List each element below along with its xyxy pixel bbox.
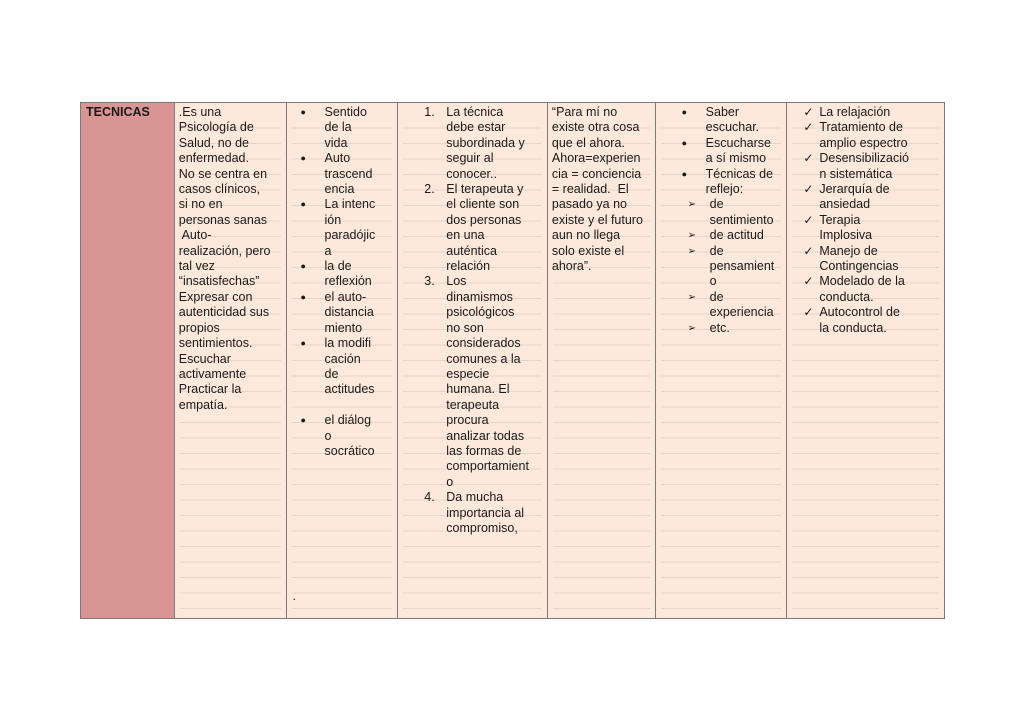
list-item-line: o <box>324 428 332 443</box>
list-item-line: sentimiento <box>709 212 774 227</box>
list-item <box>801 274 940 305</box>
text-line: aun no llega <box>551 228 621 243</box>
text-line: Practicar la <box>178 382 242 397</box>
bullet-icon: ● <box>681 168 688 179</box>
text-line: Expresar con <box>178 289 253 304</box>
list-item-line: analizar todas <box>446 428 525 443</box>
list-item-line: Da mucha <box>446 490 504 505</box>
list-item <box>422 105 543 182</box>
list-item-line: en una <box>446 228 485 243</box>
list-number: 3. <box>424 274 435 289</box>
list-item-line: humana. El <box>446 382 510 397</box>
list-item-line: la de <box>324 259 352 274</box>
text-line: cia = conciencia <box>551 166 642 181</box>
bullet-icon: ● <box>300 107 306 117</box>
list-item-line: Tratamiento de <box>819 120 903 135</box>
list-item <box>291 259 394 290</box>
bullet-icon: ● <box>300 415 306 426</box>
list-number: 2. <box>424 182 435 197</box>
list-item-line: debe estar <box>446 120 506 135</box>
list-item-line: vida <box>324 135 348 150</box>
list-item <box>291 151 394 197</box>
list-item-line: Implosiva <box>819 228 873 243</box>
text-line: enfermedad. <box>178 151 249 166</box>
list-item <box>801 244 940 275</box>
list-item-line: reflexión <box>324 274 372 289</box>
list-item-line: a <box>324 243 332 258</box>
list-item <box>801 305 940 336</box>
text-line: = realidad. El <box>551 182 629 197</box>
checkmark-icon: ✓ <box>803 305 814 320</box>
list-item-line: trascend <box>324 166 373 181</box>
list-item <box>801 105 940 120</box>
list-item-line: considerados <box>446 336 521 351</box>
list-item-line: no son <box>446 320 484 335</box>
checkmark-icon: ✓ <box>803 274 814 289</box>
list-item-line: psicológicos <box>446 305 515 320</box>
text-line: tal vez <box>178 259 215 274</box>
text-line: .Es una <box>178 105 222 119</box>
list-item-line: de <box>709 197 724 212</box>
bullet-list <box>287 103 398 459</box>
text-line: “Para mí no <box>551 105 618 119</box>
list-item-line: dos personas <box>446 212 522 227</box>
list-item-line: socrático <box>324 443 375 458</box>
list-item <box>291 105 394 151</box>
text-line: que el ahora. <box>551 135 625 150</box>
quote-text <box>548 103 655 274</box>
checkmark-icon: ✓ <box>803 151 814 166</box>
text-line: Psicología de <box>178 120 254 135</box>
list-item <box>801 151 940 182</box>
list-item-line: la conducta. <box>819 320 887 335</box>
list-item-line: seguir al <box>446 151 494 166</box>
listening-list <box>656 103 787 336</box>
list-item-line: relación <box>446 259 491 274</box>
list-item-line: reflejo: <box>705 182 744 197</box>
list-item-line: Contingencias <box>819 259 899 274</box>
checkmark-icon: ✓ <box>803 120 814 135</box>
numbered-list <box>398 103 547 536</box>
arrow-bullet-icon: ➢ <box>687 245 697 257</box>
text-line: existe y el futuro <box>551 212 643 227</box>
list-item-line: Jerarquía de <box>819 182 890 197</box>
text-line: autenticidad sus <box>178 305 270 320</box>
checkmark-icon: ✓ <box>803 182 814 197</box>
list-item-line: subordinada y <box>446 135 525 150</box>
list-item-line: Saber <box>705 105 740 119</box>
text-line: Salud, no de <box>178 135 249 150</box>
list-item-line: la modifi <box>324 336 372 351</box>
text-line: Ahora=experien <box>551 151 641 166</box>
bullet-icon: ● <box>300 338 306 349</box>
list-item-line: La relajación <box>819 105 891 119</box>
list-item-line: terapeuta <box>446 397 500 412</box>
text-line: realización, pero <box>178 243 271 258</box>
list-item-line: Escucharse <box>705 135 771 150</box>
list-item <box>672 321 783 336</box>
checkmark-icon: ✓ <box>803 243 814 258</box>
text-line: casos clínicos, <box>178 182 261 197</box>
list-item-line: de <box>324 366 339 381</box>
bullet-icon: ● <box>681 107 688 117</box>
bullet-icon: ● <box>300 291 306 302</box>
list-item <box>291 336 394 398</box>
list-item-line: miento <box>324 320 363 335</box>
trailing-dot: . <box>292 589 296 603</box>
list-item-line: amplio espectro <box>819 135 908 150</box>
list-item-line: El terapeuta y <box>446 182 524 197</box>
list-item-line: experiencia <box>709 305 774 320</box>
bullet-icon: ● <box>300 199 306 210</box>
list-item-line: Modelado de la <box>819 274 905 289</box>
text-line: “insatisfechas” <box>178 274 260 289</box>
list-item-line: dinamismos <box>446 289 513 304</box>
list-item-line: el auto- <box>324 289 367 304</box>
list-item-line: compromiso, <box>446 520 518 535</box>
list-item-line: el diálog <box>324 413 372 428</box>
description-text <box>175 103 286 413</box>
list-item-line: comunes a la <box>446 351 521 366</box>
list-number: 1. <box>424 105 435 119</box>
list-item-line: las formas de <box>446 443 522 458</box>
list-item <box>672 167 783 198</box>
list-item-line: o <box>709 274 717 289</box>
list-item <box>801 182 940 213</box>
list-item-line: conocer.. <box>446 166 497 181</box>
list-item-line: especie <box>446 366 490 381</box>
list-item-line: auténtica <box>446 243 497 258</box>
list-item <box>291 197 394 259</box>
arrow-bullet-icon: ➢ <box>687 230 697 242</box>
arrow-bullet-icon: ➢ <box>687 199 697 211</box>
list-item-line: de <box>709 289 724 304</box>
text-line: solo existe el <box>551 243 625 258</box>
checkmark-icon: ✓ <box>803 212 814 227</box>
bullet-icon: ● <box>300 153 306 164</box>
list-item-line: el cliente son <box>446 197 520 212</box>
list-item <box>291 290 394 336</box>
list-item-line: procura <box>446 413 489 428</box>
bullet-icon: ● <box>300 261 306 272</box>
list-item-line: importancia al <box>446 505 525 520</box>
list-item <box>422 274 543 490</box>
list-item <box>801 213 940 244</box>
text-line: activamente <box>178 366 247 381</box>
list-item <box>422 490 543 536</box>
list-item-line: Técnicas de <box>705 166 774 181</box>
list-item <box>672 197 783 228</box>
list-item-line: encia <box>324 182 355 197</box>
list-item-line: paradójic <box>324 228 376 243</box>
bullet-list-cell <box>286 103 398 618</box>
text-line: No se centra en <box>178 166 268 181</box>
list-item-line: conducta. <box>819 289 874 304</box>
text-line: propios <box>178 320 220 335</box>
header-label: TECNICAS <box>86 105 150 119</box>
listening-list-cell <box>655 103 787 618</box>
list-item <box>801 120 940 151</box>
list-item-line: comportamient <box>446 459 529 474</box>
text-line: si no en <box>178 197 223 212</box>
list-item <box>672 244 783 290</box>
list-item-line: Terapia <box>819 212 861 227</box>
description-cell <box>174 103 286 618</box>
text-line: Auto- <box>178 228 212 243</box>
numbered-list-cell <box>397 103 547 618</box>
list-item-line: o <box>446 474 454 489</box>
list-item-line: de la <box>324 120 352 135</box>
text-line: pasado ya no <box>551 197 627 212</box>
list-item-line: cación <box>324 351 361 366</box>
list-item <box>422 182 543 274</box>
list-item-line: ansiedad <box>819 197 871 212</box>
text-line: sentimientos. <box>178 336 253 351</box>
techniques-table <box>80 102 945 619</box>
text-line: empatía. <box>178 397 228 412</box>
list-item <box>672 136 783 167</box>
list-item-line: a sí mismo <box>705 151 767 166</box>
list-item-line: Desensibilizació <box>819 151 909 166</box>
text-line: personas sanas <box>178 212 268 227</box>
list-item <box>291 413 394 459</box>
list-item-line: actitudes <box>324 382 375 397</box>
list-item-line: Los <box>446 274 467 289</box>
list-item-line: Sentido <box>324 105 367 119</box>
quote-cell <box>547 103 655 618</box>
bullet-icon: ● <box>681 137 688 148</box>
list-item-line: pensamient <box>709 259 775 274</box>
text-line: Escuchar <box>178 351 231 366</box>
list-item-line: n sistemática <box>819 166 893 181</box>
list-item-line: escuchar. <box>705 120 760 135</box>
list-item-line: La técnica <box>446 105 504 119</box>
list-item <box>672 105 783 136</box>
technique-checklist <box>787 103 944 336</box>
list-item-line: de actitud <box>709 228 764 243</box>
list-item-line: Manejo de <box>819 243 878 258</box>
list-number: 4. <box>424 490 435 505</box>
list-item-line: Autocontrol de <box>819 305 900 320</box>
list-item <box>672 290 783 321</box>
list-item-line: La intenc <box>324 197 376 212</box>
arrow-bullet-icon: ➢ <box>687 322 697 334</box>
list-item <box>672 228 783 243</box>
text-line: existe otra cosa <box>551 120 640 135</box>
checkmark-icon: ✓ <box>803 105 814 119</box>
list-item-line: etc. <box>709 320 730 335</box>
header-cell <box>81 103 174 618</box>
checklist-cell <box>786 103 944 618</box>
list-item-line: ión <box>324 212 342 227</box>
list-item-line: Auto <box>324 151 351 166</box>
text-line: ahora”. <box>551 259 592 274</box>
arrow-bullet-icon: ➢ <box>687 291 697 303</box>
list-item-line: de <box>709 243 724 258</box>
list-item-line: distancia <box>324 305 374 320</box>
